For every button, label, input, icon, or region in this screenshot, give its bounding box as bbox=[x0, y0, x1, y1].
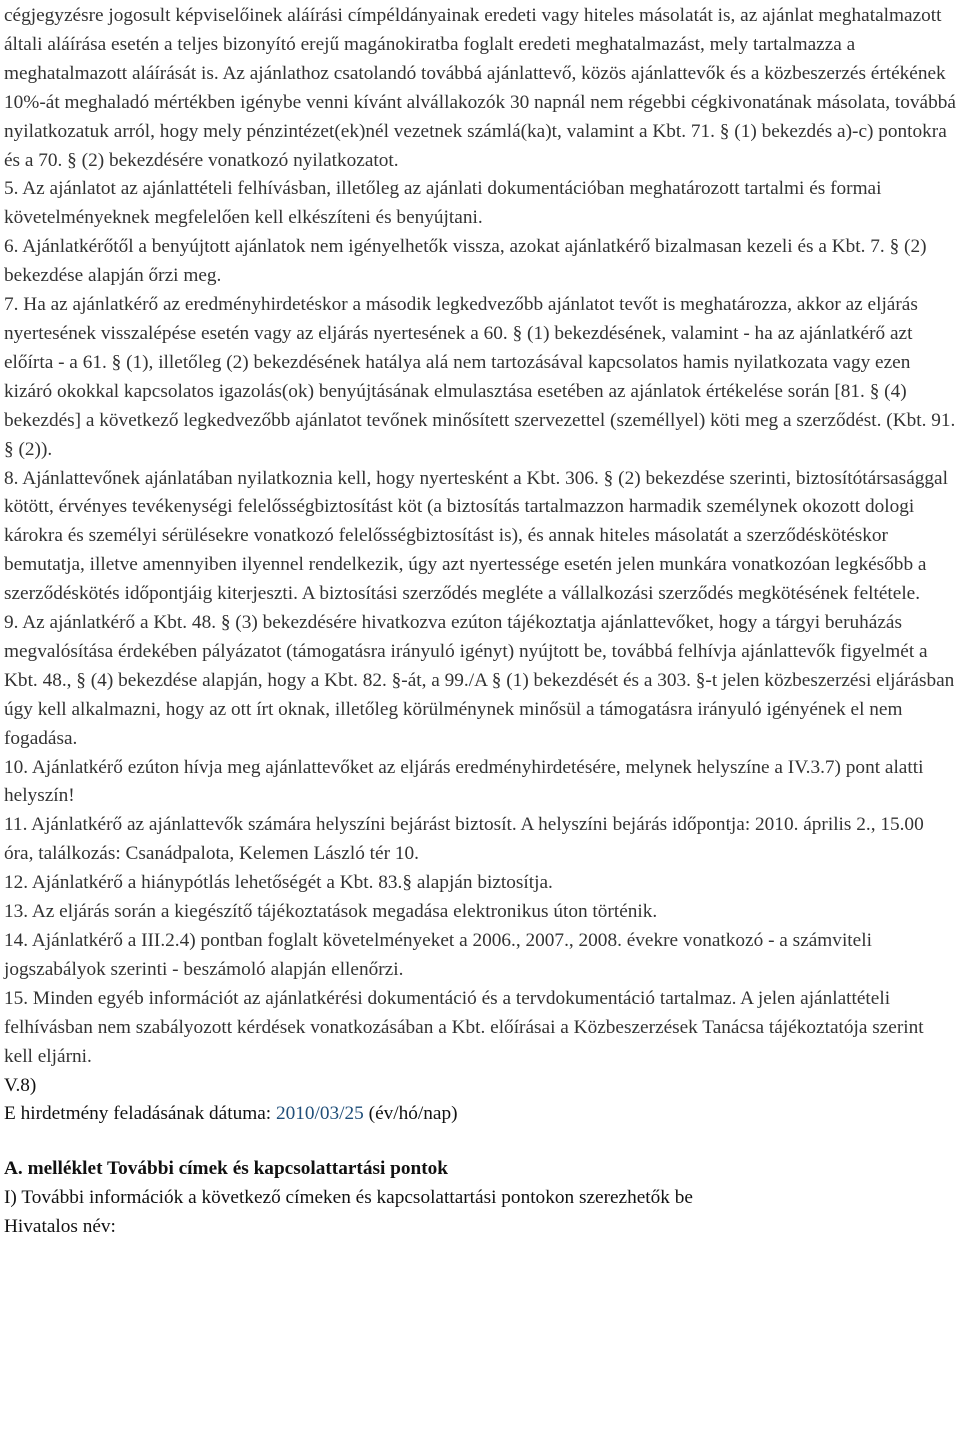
section-v8-heading: V.8) bbox=[4, 1074, 37, 1096]
paragraph-7: 7. Ha az ajánlatkérő az eredményhirdetéskor a második legkedvezőbb ajánlatot tevőt is meghatározza, akkor az eljárás nyertesének visszalépése esetén vagy az eljárás nyertesének a 60. § (1) bekezdésének, valamint - ha az ajánlatkérő azt előírta - a 61. § (1), illetőleg (2) bekezdésének hatálya alá nem tartozásával kapcsolatos hamis nyilatkozata vagy ezen kizáró okokkal kapcsolatos igazolás(ok) benyújtásának elmulasztása esetében az ajánlatok értékelése során [81. § (4) bekezdés] a következő legkedvezőbb ajánlatot tevőnek minősített szervezettel (személlyel) köti meg a szerződést. (Kbt. 91. § (2)). bbox=[4, 294, 956, 460]
paragraph-5: 5. Az ajánlatot az ajánlattételi felhívásban, illetőleg az ajánlati dokumentációban meghatározott tartalmi és formai követelményeknek megfelelően kell elkészíteni és benyújtani. bbox=[4, 178, 882, 229]
paragraph-12: 12. Ajánlatkérő a hiánypótlás lehetőségét a Kbt. 83.§ alapján biztosítja. bbox=[4, 872, 553, 894]
annex-intro-line: I) További információk a következő címeken és kapcsolattartási pontokon szerezhetők be bbox=[4, 1187, 693, 1209]
annex-title: A. melléklet További címek és kapcsolattartási pontok bbox=[4, 1158, 449, 1180]
paragraph-15: 15. Minden egyéb információt az ajánlatkérési dokumentáció és a tervdokumentáció tartalmaz. A jelen ajánlattételi felhívásban nem szabályozott kérdések vonatkozásában a Kbt. előírásai a Közbeszerzések Tanácsa tájékoztatója szerint kell eljárni. bbox=[4, 987, 924, 1067]
document-page bbox=[4, 2, 956, 1242]
paragraph-13: 13. Az eljárás során a kiegészítő tájékoztatások megadása elektronikus úton történik. bbox=[4, 901, 658, 923]
dispatch-date-suffix: (év/hó/nap) bbox=[363, 1103, 458, 1125]
spacer bbox=[4, 1129, 956, 1155]
dispatch-date-value: 2010/03/25 bbox=[275, 1103, 364, 1125]
official-name-label: Hivatalos név: bbox=[4, 1216, 116, 1238]
paragraph-9: 9. Az ajánlatkérő a Kbt. 48. § (3) bekezdésére hivatkozva ezúton tájékoztatja ajánlattevőket, hogy a tárgyi beruházás megvalósítása érdekében pályázatot (támogatásra irányuló igényt) nyújtott be, továbbá felhívja ajánlattevők figyelmét a Kbt. 48., § (4) bekezdése alapján, hogy a Kbt. 82. §-át, a 99./A § (1) bekezdését és a 303. §-t jelen közbeszerzési eljárásban úgy kell alkalmazni, hogy az ott írt oknak, illetőleg körülménynek minősül a támogatásra irányuló igényének el nem fogadása. bbox=[4, 612, 955, 749]
dispatch-date-line bbox=[4, 1100, 956, 1129]
paragraph-4-continuation: cégjegyzésre jogosult képviselőinek aláírási címpéldányainak eredeti vagy hiteles másolatát is, az ajánlat meghatalmazott általi aláírása esetén a teljes bizonyító erejű magánokiratba foglalt eredeti meghatalmazást, mely tartalmazza a meghatalmazott aláírását is. Az ajánlathoz csatolandó továbbá ajánlattevő, közös ajánlattevők és a közbeszerzés értékének 10%-át meghaladó mértékben igénybe venni kívánt alvállakozók 30 napnál nem régebbi cégkivonatának másolata, továbbá nyilatkozatuk arról, hogy mely pénzintézet(ek)nél vezetnek számlá(ka)t, valamint a Kbt. 71. § (1) bekezdés a)-c) pontokra és a 70. § (2) bekezdésére vonatkozó nyilatkozatot. bbox=[4, 5, 956, 171]
paragraph-8: 8. Ajánlattevőnek ajánlatában nyilatkoznia kell, hogy nyertesként a Kbt. 306. § (2) bekezdése szerinti, biztosítótársasággal kötött, érvényes tevékenységi felelősségbiztosítást köt (a biztosítás tartalmazzon harmadik személynek okozott dologi károkra és személyi sérülésekre vonatkozó felelősségbiztosítást is), és annak hiteles másolatát a szerződéskötéskor bemutatja, illetve amennyiben ilyennel rendelkezik, úgy azt nyertessége esetén jelen munkára vonatkozóan legkésőbb a szerződéskötés időpontjáig kiterjeszti. A biztosítási szerződés megléte a vállalkozási szerződés megkötésének feltétele. bbox=[4, 467, 948, 605]
paragraph-10: 10. Ajánlatkérő ezúton hívja meg ajánlattevőket az eljárás eredményhirdetésére, melynek helyszíne a IV.3.7) pont alatti helyszín! bbox=[4, 756, 924, 807]
dispatch-date-label: E hirdetmény feladásának dátuma: bbox=[4, 1103, 276, 1125]
paragraph-11: 11. Ajánlatkérő az ajánlattevők számára helyszíni bejárást biztosít. A helyszíni bejárás időpontja: 2010. április 2., 15.00 óra, találkozás: Csanádpalota, Kelemen László tér 10. bbox=[4, 814, 924, 865]
paragraph-14: 14. Ajánlatkérő a III.2.4) pontban foglalt követelményeket a 2006., 2007., 2008. évekre vonatkozó - a számviteli jogszabályok szerinti - beszámoló alapján ellenőrzi. bbox=[4, 930, 872, 980]
paragraph-6: 6. Ajánlatkérőtől a benyújtott ajánlatok nem igényelhetők vissza, azokat ajánlatkérő bizalmasan kezeli és a Kbt. 7. § (2) bekezdése alapján őrzi meg. bbox=[4, 236, 927, 287]
